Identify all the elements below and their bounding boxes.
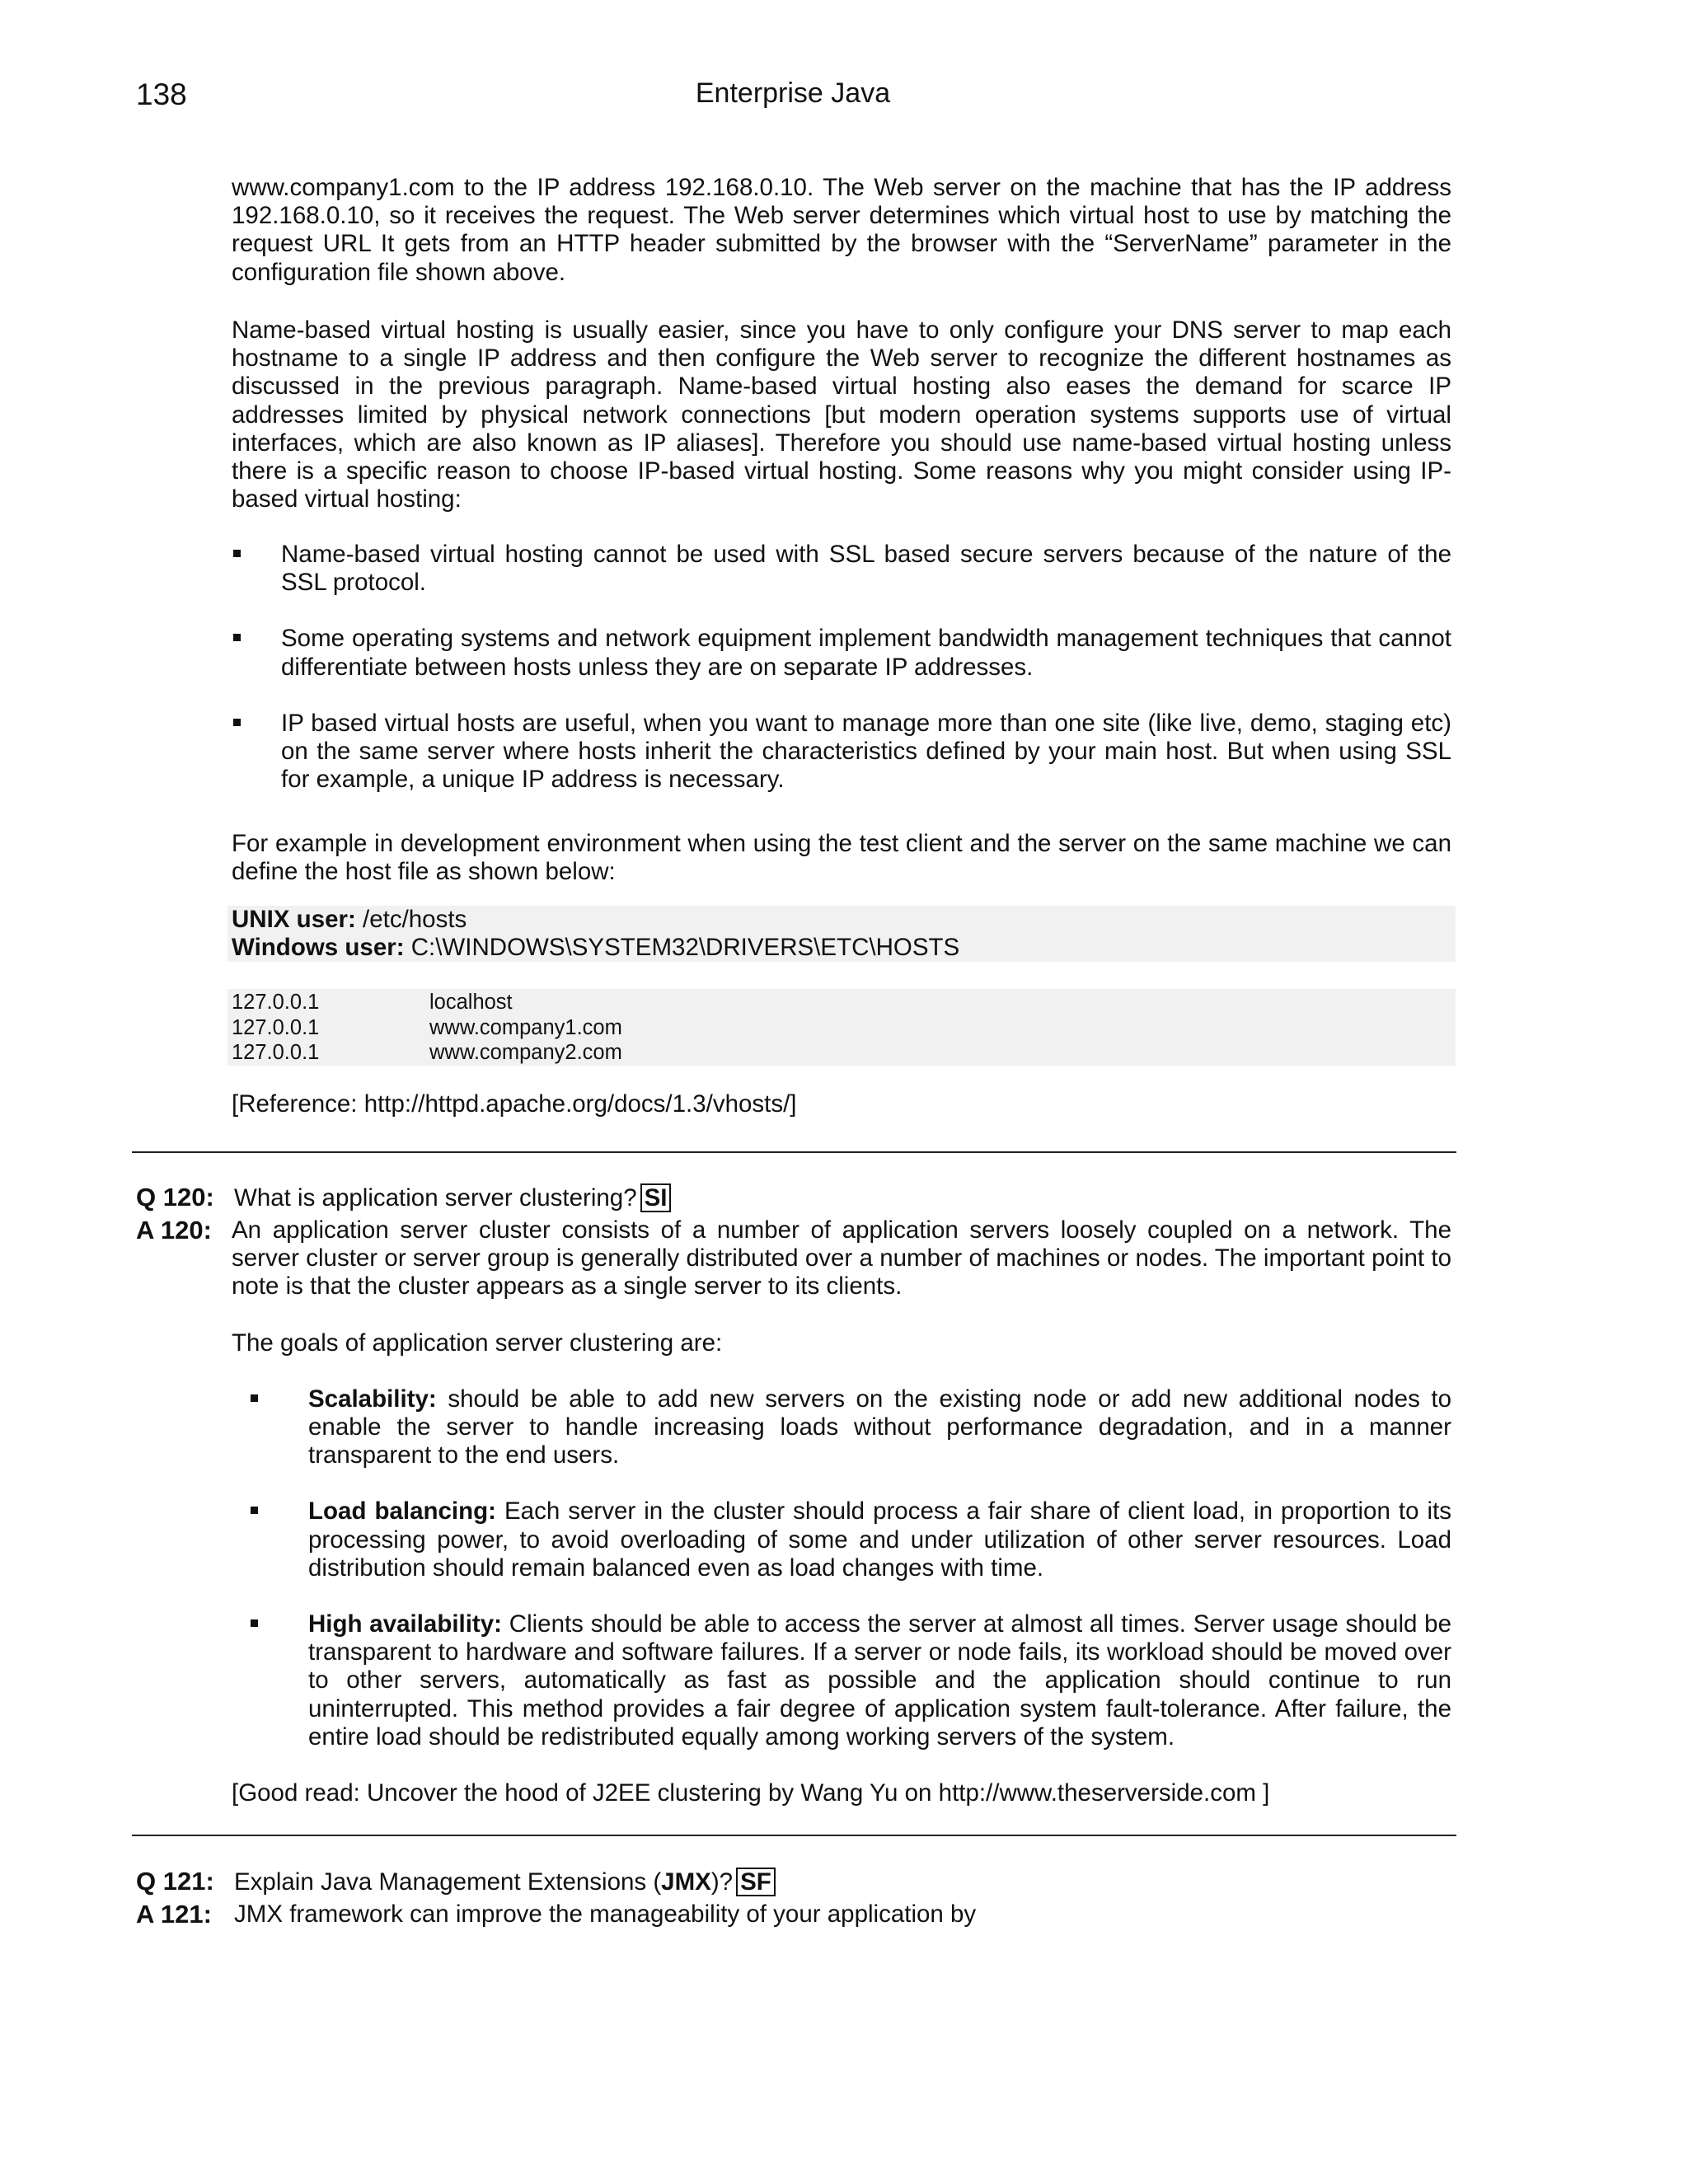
- page-number: 138: [136, 77, 187, 111]
- question-text: [234, 1183, 671, 1212]
- square-bullet-icon: [233, 634, 241, 641]
- paragraph-text: www.company1.com to the IP address 192.168.0.10. The Web server on the machine that has the IP address 192.168.0.10, so it receives the request. The Web server determines which virtual host to use by matching the request URL It gets from an HTTP header submitted by the browser with the “ServerName” parameter in the configuration file shown above.: [232, 174, 1451, 286]
- goal-text: Clients should be able to access the server at almost all times. Server usage should be transparent to hardware and software failures. If a server or node fails, its workload should be moved over to other servers, automatically as fast as possible and the application should continue to run uninterrupted. This method provides a fair degree of application system fault-tolerance. After failure, the entire load should be redistributed equally among working servers of the system.: [308, 1610, 1451, 1750]
- hosts-name: www.company1.com: [429, 1015, 622, 1039]
- windows-label: Windows user:: [232, 934, 405, 961]
- goal-term: Load balancing:: [308, 1497, 496, 1526]
- square-bullet-icon: [233, 719, 241, 726]
- list-item-text: Some operating systems and network equipment implement bandwidth management techniques that cannot differentiate between hosts unless they are on separate IP addresses.: [281, 625, 1451, 681]
- paragraph-intro-2: [232, 316, 1451, 513]
- goal-term: Scalability:: [308, 1385, 437, 1413]
- answer-label: A 121:: [136, 1900, 212, 1929]
- question-label: Q 120:: [136, 1183, 214, 1212]
- section-divider: [132, 1835, 1456, 1836]
- goal-text: Each server in the cluster should process a fair share of client load, in proportion to its processing power, to avoid overloading of some and under utilization of other server resources. Load distribution should remain balanced even as load changes with time.: [308, 1497, 1451, 1582]
- skill-badge: SI: [640, 1183, 672, 1212]
- question-bold: JMX: [661, 1868, 711, 1896]
- table-row: [227, 990, 1456, 1015]
- question-text: [234, 1868, 776, 1896]
- list-item: [281, 625, 1451, 681]
- hosts-file-listing: [227, 989, 1456, 1066]
- paragraph-text: For example in development environment when using the test client and the server on the same machine we can define the host file as shown below:: [232, 830, 1451, 886]
- hosts-name: localhost: [429, 991, 513, 1014]
- question-label: Q 121:: [136, 1867, 214, 1896]
- square-bullet-icon: [251, 1619, 258, 1627]
- list-item: [281, 541, 1451, 597]
- hosts-ip: 127.0.0.1: [232, 1015, 320, 1039]
- list-item: [308, 1610, 1451, 1751]
- paragraph-intro-3: [232, 830, 1451, 886]
- answer-text: An application server cluster consists of a number of application servers loosely coupled on a network. The server cluster or server group is generally distributed over a number of machines or nodes. The important point to note is that the cluster appears as a single server to its clients.: [232, 1216, 1451, 1301]
- hosts-ip: 127.0.0.1: [232, 991, 320, 1014]
- paragraph-intro-1: [232, 174, 1451, 287]
- goal-term: High availability:: [308, 1610, 502, 1638]
- hosts-ip: 127.0.0.1: [232, 1041, 320, 1065]
- square-bullet-icon: [251, 1507, 258, 1514]
- unix-path: /etc/hosts: [355, 906, 467, 933]
- list-item: [308, 1497, 1451, 1582]
- skill-badge: SF: [736, 1868, 776, 1896]
- unix-path-line: [227, 906, 1456, 934]
- square-bullet-icon: [233, 550, 241, 557]
- list-item: [308, 1385, 1451, 1470]
- clustering-goals-list: [232, 1385, 1451, 1751]
- answer-label: A 120:: [136, 1216, 212, 1244]
- unix-label: UNIX user:: [232, 906, 356, 933]
- hosts-file-paths: [227, 906, 1456, 962]
- list-item-text: IP based virtual hosts are useful, when you want to manage more than one site (like live, demo, staging etc) on the same server where hosts inherit the characteristics defined by your main host. But when using SSL for example, a unique IP address is necessary.: [281, 709, 1451, 794]
- ip-hosting-reasons-list: [281, 541, 1451, 822]
- answer-block: [232, 1216, 1451, 1807]
- reference-text: [Reference: http://httpd.apache.org/docs/1.3/vhosts/]: [232, 1090, 797, 1118]
- paragraph-text: Name-based virtual hosting is usually easier, since you have to only configure your DNS server to map each hostname to a single IP address and then configure the Web server to recognize the different hostnames as discussed in the previous paragraph. Name-based virtual hosting also eases the demand for scarce IP addresses limited by physical network connections [but modern operation systems supports use of virtual interfaces, which are also known as IP aliases]. Therefore you should use name-based virtual hosting unless there is a specific reason to choose IP-based virtual hosting. Some reasons why you might consider using IP-based virtual hosting:: [232, 316, 1451, 513]
- goal-text: should be able to add new servers on the existing node or add new additional nodes to enable the server to handle increasing loads without performance degradation, and in a manner transparent to the end users.: [308, 1385, 1451, 1469]
- table-row: [227, 1040, 1456, 1066]
- answer-text: JMX framework can improve the manageability of your application by: [234, 1900, 977, 1928]
- hosts-name: www.company2.com: [429, 1041, 622, 1065]
- goals-intro: The goals of application server clustering are:: [232, 1329, 723, 1357]
- running-title: Enterprise Java: [695, 77, 891, 109]
- section-divider: [132, 1151, 1456, 1153]
- reference-line: [232, 1090, 1451, 1118]
- table-row: [227, 1015, 1456, 1041]
- square-bullet-icon: [251, 1394, 258, 1402]
- question-suffix: )?: [710, 1868, 734, 1896]
- list-item: [281, 710, 1451, 794]
- list-item-text: Name-based virtual hosting cannot be used with SSL based secure servers because of the nature of the SSL protocol.: [281, 541, 1451, 597]
- windows-path-line: [227, 934, 1456, 962]
- question-text-content: What is application server clustering?: [234, 1184, 637, 1212]
- good-read: [Good read: Uncover the hood of J2EE clustering by Wang Yu on http://www.theserverside.com ]: [232, 1779, 1270, 1807]
- question-prefix: Explain Java Management Extensions (: [234, 1868, 662, 1896]
- windows-path: C:\WINDOWS\SYSTEM32\DRIVERS\ETC\HOSTS: [404, 934, 960, 961]
